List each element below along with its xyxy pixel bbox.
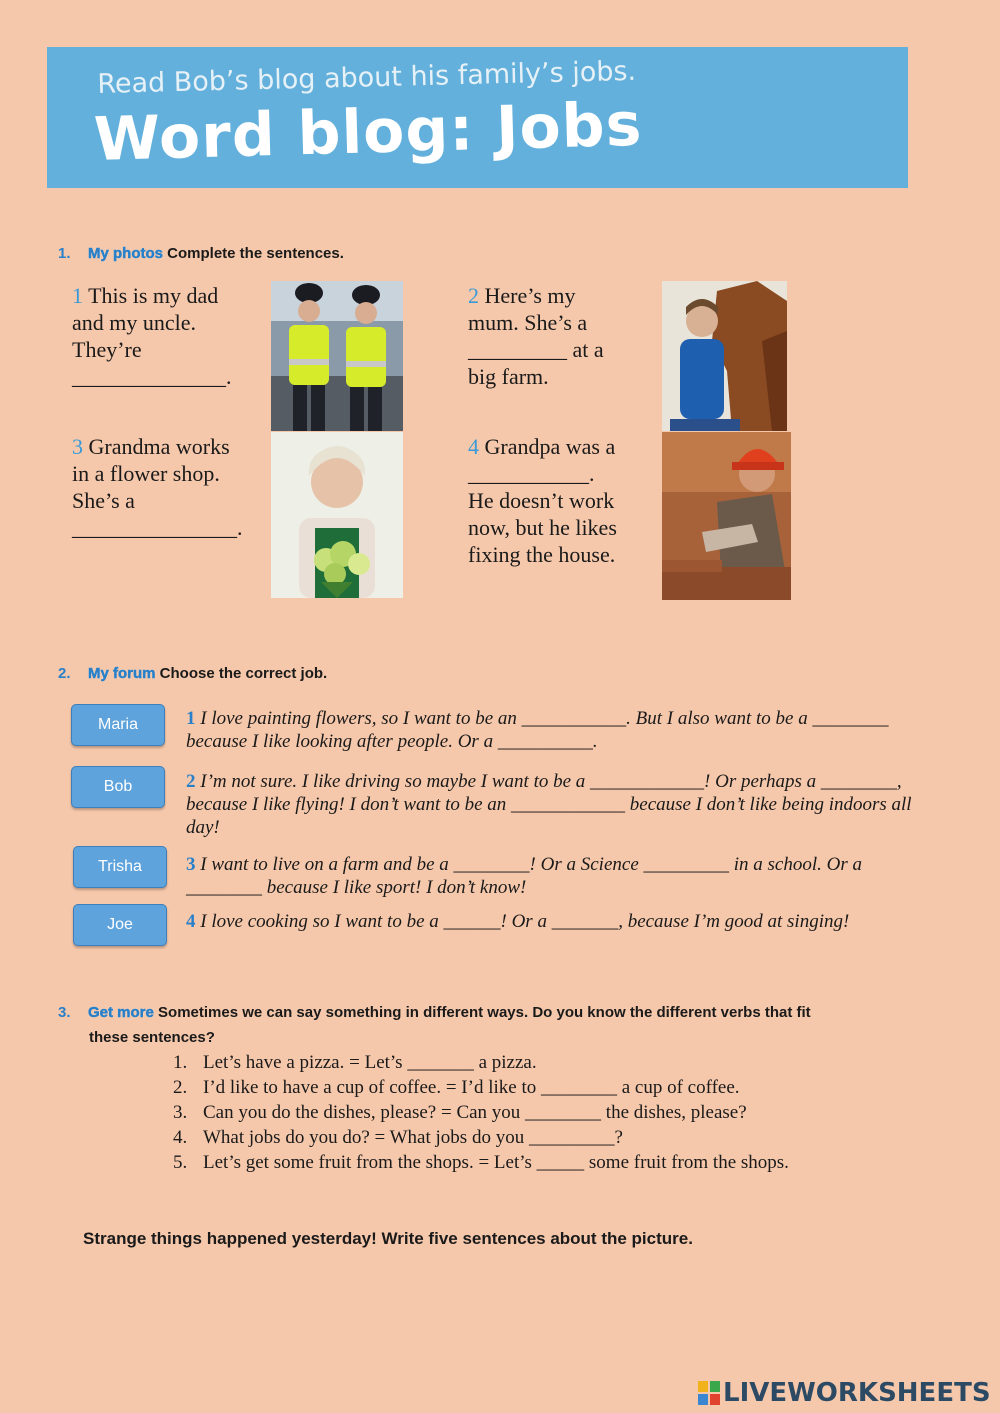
liveworksheets-logo-icon: [698, 1381, 720, 1405]
forum-post-3: [186, 853, 914, 899]
banner-subtitle: Read Bob’s blog about his family’s jobs.: [97, 55, 637, 100]
post-number: 2: [186, 771, 196, 792]
item-text: Grandma works in a flower shop. She’s a _______________.: [72, 434, 243, 540]
name-button-maria[interactable]: Maria: [71, 704, 165, 746]
section1-keyword: My photos: [88, 245, 163, 262]
post-text: I love painting flowers, so I want to be an ___________. But I also want to be a ________ because I like looking after people. Or a __________.: [186, 708, 889, 752]
photo-item-3: [72, 433, 272, 541]
forum-post-2: [186, 770, 914, 839]
post-text: I want to live on a farm and be a ________! Or a Science _________ in a school. Or a ________ because I like sport! I don’t know!: [186, 854, 863, 898]
section1-heading: [58, 245, 344, 262]
list-item: 5. Let’s get some fruit from the shops. = Let’s _____ some fruit from the shops.: [173, 1152, 789, 1173]
police-officers-photo: [271, 281, 403, 431]
item-text: Here’s my mum. She’s a _________ at a big farm.: [468, 283, 604, 389]
item-number: 1: [72, 283, 83, 308]
list-item: 2. I’d like to have a cup of coffee. = I’d like to ________ a cup of coffee.: [173, 1077, 740, 1098]
section1-number: 1.: [58, 245, 71, 262]
banner-title: Word blog: Jobs: [93, 89, 644, 175]
bottom-instruction: Strange things happened yesterday! Write five sentences about the picture.: [83, 1229, 693, 1248]
section3-number: 3.: [58, 1004, 71, 1021]
section3-instruction-line2: these sentences?: [89, 1029, 215, 1046]
photo-item-4: [468, 433, 658, 568]
list-item: 1. Let’s have a pizza. = Let’s _______ a pizza.: [173, 1052, 537, 1073]
list-item: 3. Can you do the dishes, please? = Can you ________ the dishes, please?: [173, 1102, 747, 1123]
item-number: 3: [72, 434, 83, 459]
post-number: 4: [186, 911, 196, 932]
photo-item-2: [468, 282, 658, 390]
section3-heading: [58, 1000, 938, 1050]
name-button-bob[interactable]: Bob: [71, 766, 165, 808]
list-item: 4. What jobs do you do? = What jobs do you _________?: [173, 1127, 623, 1148]
section2-heading: [58, 665, 327, 682]
section2-keyword: My forum: [88, 665, 156, 682]
forum-post-1: [186, 707, 914, 753]
forum-post-4: [186, 910, 914, 933]
item-text: Grandpa was a ___________. He doesn’t work now, but he likes fixing the house.: [468, 434, 617, 567]
post-number: 1: [186, 708, 196, 729]
section2-instruction: Choose the correct job.: [159, 665, 328, 682]
post-number: 3: [186, 854, 196, 875]
section3-instruction-line1: Sometimes we can say something in different ways. Do you know the different verbs that fit: [158, 1004, 811, 1021]
name-button-trisha[interactable]: Trisha: [73, 846, 167, 888]
item-number: 2: [468, 283, 479, 308]
builder-photo: [662, 432, 791, 600]
section2-number: 2.: [58, 665, 71, 682]
name-button-joe[interactable]: Joe: [73, 904, 167, 946]
section1-instruction: Complete the sentences.: [167, 245, 344, 262]
florist-photo: [271, 432, 403, 598]
item-number: 4: [468, 434, 479, 459]
title-banner: [47, 47, 908, 188]
farmer-with-horse-photo: [662, 281, 787, 431]
rewrite-sentences-list: [173, 1050, 789, 1175]
section3-keyword: Get more: [88, 1004, 154, 1021]
post-text: I’m not sure. I like driving so maybe I want to be a ____________! Or perhaps a ________, because I like flying! I don’t want to be an ____________ because I don’t like being indoors all day!: [186, 771, 912, 838]
liveworksheets-logo: [698, 1378, 991, 1408]
photo-item-1: [72, 282, 262, 390]
post-text: I love cooking so I want to be a ______! Or a _______, because I’m good at singing!: [200, 911, 850, 932]
item-text: This is my dad and my uncle. They’re ______________.: [72, 283, 232, 389]
logo-text: LIVEWORKSHEETS: [723, 1378, 991, 1408]
